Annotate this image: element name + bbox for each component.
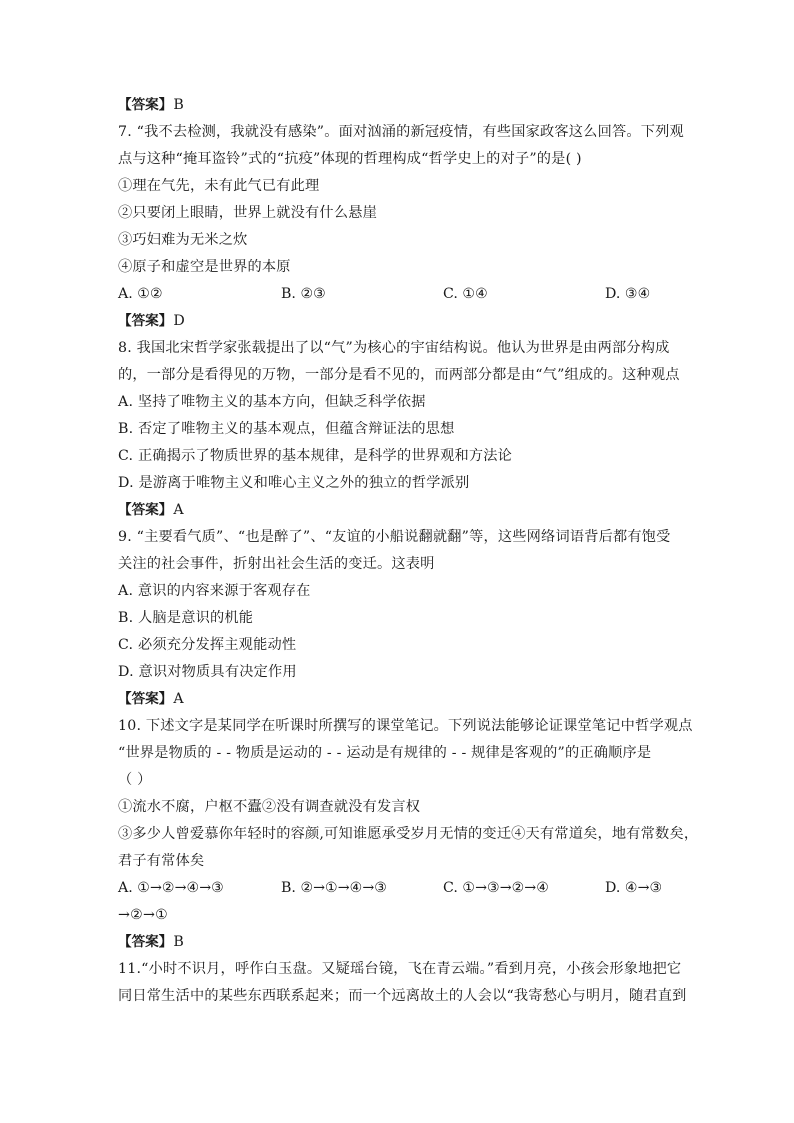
option-b: B. ②③: [281, 286, 326, 302]
answer-value: D: [173, 313, 185, 329]
statement-item: ①理在气先，未有此气已有此理: [118, 178, 320, 194]
answer-7: [118, 308, 680, 335]
option-row: [118, 875, 680, 902]
answer-8: [118, 497, 680, 524]
option-c: C. 正确揭示了物质世界的基本规律，是科学的世界观和方法论: [118, 448, 513, 464]
answer-blank: （ ）: [118, 772, 152, 788]
option-d-continued: →②→①: [118, 907, 169, 923]
option-c: C. ①④: [443, 286, 488, 302]
option-b: B. 否定了唯物主义的基本观点，但蕴含辩证法的思想: [118, 421, 455, 437]
option-d: D. 意识对物质具有决定作用: [118, 664, 297, 680]
option-a: A. 坚持了唯物主义的基本方向，但缺乏科学依据: [118, 394, 426, 410]
answer-value: B: [173, 934, 184, 950]
answer-value: B: [173, 97, 184, 113]
answer-label: 【答案】: [118, 934, 173, 950]
question-10: [118, 713, 699, 956]
answer-label: 【答案】: [118, 313, 173, 329]
question-text: 10. 下述文字是某同学在听课时所撰写的课堂笔记。下列说法能够论证课堂笔记中哲学观点: [118, 718, 693, 734]
statement-item: ③多少人曾爱慕你年轻时的容颜,可知谁愿承受岁月无情的变迁④天有常道矣，地有常数矣，: [118, 826, 699, 842]
option-c: C. ①→③→②→④: [443, 880, 549, 896]
answer-6: [118, 92, 680, 119]
option-a: A. 意识的内容来源于客观存在: [118, 583, 311, 599]
answer-label: 【答案】: [118, 691, 173, 707]
question-text: 9. “主要看气质”、“也是醉了”、“友谊的小船说翻就翻”等，这些网络词语背后都有饱受: [118, 529, 671, 545]
option-row: [118, 281, 680, 308]
option-b: B. 人脑是意识的机能: [118, 610, 254, 626]
answer-value: A: [173, 691, 184, 707]
option-a: A. ①→②→④→③: [118, 880, 224, 896]
question-text: 7. “我不去检测，我就没有感染”。面对汹涌的新冠疫情，有些国家政客这么回答。下列观: [118, 124, 684, 140]
answer-value: A: [173, 502, 184, 518]
question-text: 同日常生活中的某些东西联系起来；而一个远离故土的人会以“我寄愁心与明月，随君直到: [118, 988, 687, 1004]
question-7: [118, 119, 684, 335]
question-9: [118, 524, 680, 713]
option-d: D. 是游离于唯物主义和唯心主义之外的独立的哲学派别: [118, 475, 470, 491]
answer-10: [118, 929, 680, 956]
question-text: 点与这种“掩耳盗铃”式的“抗疫”体现的哲理构成“哲学史上的对子”的是( ): [118, 151, 582, 167]
option-c: C. 必须充分发挥主观能动性: [118, 637, 297, 653]
question-8: [118, 335, 680, 524]
question-text: 11.“小时不识月，呼作白玉盘。又疑瑶台镜，飞在青云端。”看到月亮，小孩会形象地把它: [118, 961, 682, 977]
answer-label: 【答案】: [118, 502, 173, 518]
option-d: D. ④→③: [605, 880, 663, 896]
question-text: 的，一部分是看得见的万物，一部分是看不见的，而两部分都是由“气”组成的。这种观点: [118, 367, 680, 383]
statement-item: ①流水不腐，户枢不蠹②没有调查就没有发言权: [118, 799, 421, 815]
answer-9: [118, 686, 680, 713]
statement-item: 君子有常体矣: [118, 853, 205, 869]
answer-label: 【答案】: [118, 97, 173, 113]
option-a: A. ①②: [118, 286, 163, 302]
question-text: “世界是物质的 - - 物质是运动的 - - 运动是有规律的 - - 规律是客观的”的正确顺序是: [118, 745, 652, 761]
question-text: 关注的社会事件，折射出社会生活的变迁。这表明: [118, 556, 435, 572]
statement-item: ②只要闭上眼睛，世界上就没有什么悬崖: [118, 205, 377, 221]
option-d: D. ③④: [605, 286, 651, 302]
question-11: [118, 956, 687, 1010]
option-b: B. ②→①→④→③: [281, 880, 387, 896]
statement-item: ④原子和虚空是世界的本原: [118, 259, 291, 275]
question-text: 8. 我国北宋哲学家张载提出了以“气”为核心的宇宙结构说。他认为世界是由两部分构成: [118, 340, 670, 356]
exam-page: [118, 92, 699, 1010]
statement-item: ③巧妇难为无米之炊: [118, 232, 248, 248]
